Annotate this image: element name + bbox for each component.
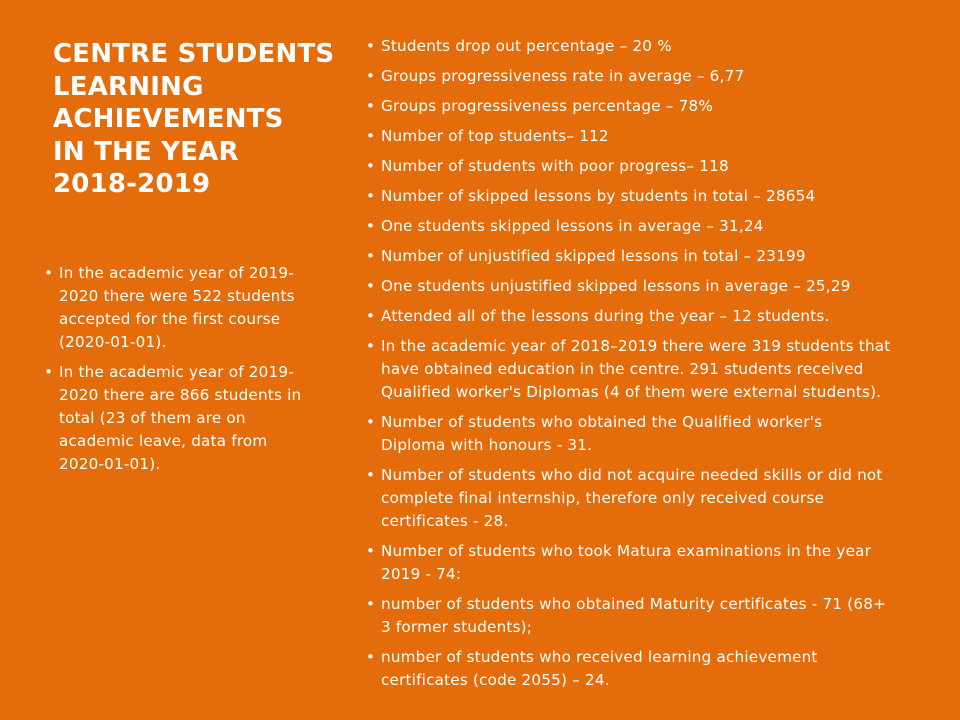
bullet-item — [366, 275, 956, 298]
bullet-item — [366, 540, 956, 586]
bullet-text-line: 2020-01-01). — [59, 455, 161, 473]
bullet-text-line: • In the academic year of 2019- — [59, 363, 294, 381]
bullet-text-line: complete final internship, therefore only received course — [381, 489, 825, 507]
bullet-item — [366, 646, 956, 692]
title-line: CENTRE STUDENTS — [53, 39, 335, 69]
bullet-item — [366, 65, 956, 88]
bullet-text-line: Diploma with honours - 31. — [381, 436, 593, 454]
bullet-item — [366, 185, 956, 208]
bullet-item — [366, 155, 956, 178]
bullet-text-line: • Groups progressiveness percentage – 78% — [381, 97, 713, 115]
bullet-text-line: certificates - 28. — [381, 512, 509, 530]
bullet-text-line: • Number of students who did not acquire needed skills or did not — [381, 466, 883, 484]
bullet-text-line: • One students unjustified skipped lessons in average – 25,29 — [381, 277, 851, 295]
bullet-text-line: 2020 there are 866 students in — [59, 386, 302, 404]
bullet-text-line: Qualified worker's Diplomas (4 of them were external students). — [381, 383, 882, 401]
bullet-text-line: • Students drop out percentage – 20 % — [381, 37, 672, 55]
bullet-text-line: • In the academic year of 2019- — [59, 264, 294, 282]
bullet-text-line: • Number of top students– 112 — [381, 127, 609, 145]
bullet-text-line: total (23 of them are on — [59, 409, 246, 427]
title-line: ACHIEVEMENTS — [53, 104, 284, 134]
bullet-item — [366, 411, 956, 457]
bullet-text-line: • number of students who received learning achievement — [381, 648, 818, 666]
bullet-text-line: • One students skipped lessons in average – 31,24 — [381, 217, 764, 235]
bullet-text-line: 3 former students); — [381, 618, 533, 636]
bullet-item — [366, 335, 956, 404]
bullet-text-line: • number of students who obtained Maturity certificates - 71 (68+ — [381, 595, 887, 613]
bullet-item — [366, 464, 956, 533]
bullet-text-line: have obtained education in the centre. 291 students received — [381, 360, 864, 378]
bullet-text-line: • Attended all of the lessons during the year – 12 students. — [381, 307, 830, 325]
bullet-text-line: accepted for the first course — [59, 310, 281, 328]
bullet-item — [366, 215, 956, 238]
bullet-item — [366, 35, 956, 58]
bullet-text-line: academic leave, data from — [59, 432, 268, 450]
bullet-text-line: • Number of students who took Matura examinations in the year — [381, 542, 872, 560]
bullet-item — [366, 305, 956, 328]
bullet-text-line: 2020 there were 522 students — [59, 287, 295, 305]
bullet-text-line: • Number of students who obtained the Qualified worker's — [381, 413, 823, 431]
slide-title — [53, 38, 353, 201]
right-bullet-list — [366, 35, 956, 699]
bullet-text-line: • Number of unjustified skipped lessons in total – 23199 — [381, 247, 806, 265]
bullet-text-line: • In the academic year of 2018–2019 there were 319 students that — [381, 337, 891, 355]
bullet-text-line: • Groups progressiveness rate in average – 6,77 — [381, 67, 745, 85]
bullet-text-line: (2020-01-01). — [59, 333, 167, 351]
title-line: IN THE YEAR — [53, 136, 239, 167]
title-line: LEARNING — [53, 71, 204, 102]
bullet-item — [366, 125, 956, 148]
bullet-text-line: • Number of skipped lessons by students in total – 28654 — [381, 187, 816, 205]
bullet-item — [366, 245, 956, 268]
title-line: 2018-2019 — [53, 169, 211, 199]
left-bullet-list — [44, 262, 344, 483]
bullet-item — [366, 593, 956, 639]
bullet-text-line: 2019 - 74: — [381, 565, 462, 583]
bullet-item — [366, 95, 956, 118]
bullet-item — [44, 361, 344, 476]
bullet-item — [44, 262, 344, 354]
bullet-text-line: certificates (code 2055) – 24. — [381, 671, 610, 689]
bullet-text-line: • Number of students with poor progress– 118 — [381, 157, 729, 175]
